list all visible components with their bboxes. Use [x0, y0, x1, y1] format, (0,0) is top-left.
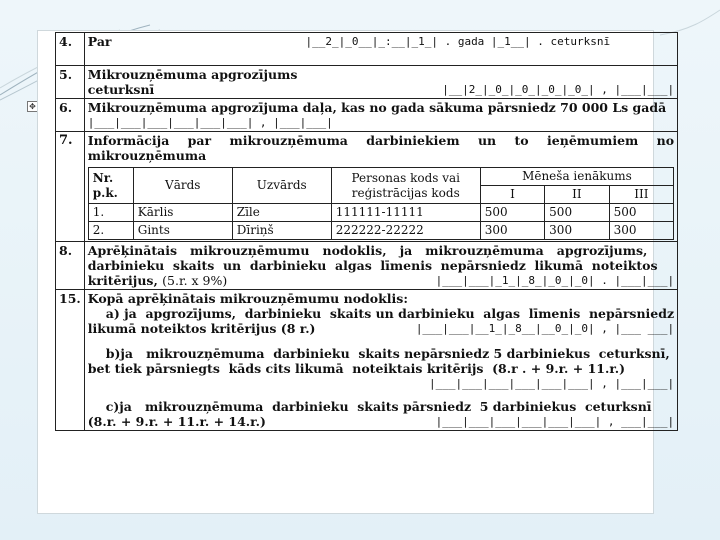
table-row — [88, 222, 673, 240]
form-document — [37, 30, 675, 514]
row-8-line-2: darbinieku skaits un darbinieku algas līmenis nepārsniedz likumā noteiktos — [87, 258, 658, 273]
row-7-content — [84, 132, 677, 242]
row-7-header-word: un — [477, 133, 497, 148]
employee-m3[interactable]: 300 — [609, 222, 674, 240]
row-4-field[interactable]: |__2_|_0__|_:__|_1_| . gada |_1__| . ceturksnī — [305, 35, 611, 48]
row-7-header-word: mikrouzņēmuma — [229, 133, 348, 148]
col-menesa-ienakums: Mēneša ienākums — [480, 168, 673, 186]
row-15-c-field[interactable]: |___|___|___|___|___|___| , ___|___| — [435, 415, 675, 428]
row-6-field[interactable]: |___|___|___|___|___|___| , |___|___| — [87, 116, 333, 129]
row-5-field[interactable]: |__|2_|_0_|_0_|_0_|_0_| , |___|___| — [442, 83, 675, 96]
row-4-label: Par — [87, 34, 112, 49]
col-month-1: I — [480, 186, 544, 204]
employee-nr: 1. — [88, 204, 133, 222]
row-6-number: 6. — [56, 99, 85, 132]
employee-m2[interactable]: 300 — [545, 222, 609, 240]
row-8-line-3: kritērijus, — [87, 273, 158, 288]
row-15-b-field[interactable]: |___|___|___|___|___|___| , |___|___| — [429, 377, 675, 390]
row-8-line-1: Aprēķinātais mikrouzņēmumu nodoklis, ja mikrouzņēmuma apgrozījums, — [87, 243, 648, 258]
row-7-header-word: to — [514, 133, 529, 148]
row-8-content — [84, 242, 677, 290]
employee-uzvards[interactable]: Zīle — [232, 204, 331, 222]
row-15-c-line-1: c)ja mikrouzņēmuma darbinieku skaits pārsniedz 5 darbiniekus ceturksnī — [105, 399, 652, 414]
table-move-handle-icon[interactable]: ✥ — [27, 101, 38, 112]
row-7-number: 7. — [56, 132, 85, 242]
employee-kods[interactable]: 222222-22222 — [331, 222, 480, 240]
employees-table — [88, 167, 674, 240]
row-7-header-word: ieņēmumiem — [547, 133, 639, 148]
employee-m1[interactable]: 500 — [480, 204, 544, 222]
col-vards: Vārds — [133, 168, 232, 204]
employee-m1[interactable]: 300 — [480, 222, 544, 240]
employee-m3[interactable]: 500 — [609, 204, 674, 222]
row-15-number: 15. — [56, 290, 85, 431]
row-4-content — [84, 33, 677, 66]
row-5 — [56, 66, 678, 99]
row-15-title: Kopā aprēķinātais mikrouzņēmumu nodoklis: — [87, 291, 408, 306]
row-7-header-2: mikrouzņēmuma — [87, 148, 207, 163]
row-7-header-word: Informācija — [87, 133, 170, 148]
employee-kods[interactable]: 111111-11111 — [331, 204, 480, 222]
row-15-b-line-2: bet tiek pārsniegts kāds cits likumā noteiktais kritērijs (8.r . + 9.r. + 11.r.) — [87, 361, 626, 376]
row-5-number: 5. — [56, 66, 85, 99]
col-uzvards: Uzvārds — [232, 168, 331, 204]
employees-header-row — [88, 168, 673, 186]
row-5-label: Mikrouzņēmuma apgrozījums — [87, 67, 298, 82]
employee-nr: 2. — [88, 222, 133, 240]
row-6-label: Mikrouzņēmuma apgrozījuma daļa, kas no gada sākuma pārsniedz 70 000 Ls gadā — [87, 100, 667, 115]
row-4-number: 4. — [56, 33, 85, 66]
row-15-a-line-1: a) ja apgrozījums, darbinieku skaits un darbinieku algas līmenis nepārsniedz — [105, 306, 675, 321]
row-8 — [56, 242, 678, 290]
col-personas-kods: Personas kods vai reģistrācijas kods — [331, 168, 480, 204]
employee-vards[interactable]: Kārlis — [133, 204, 232, 222]
row-7-header — [88, 133, 674, 148]
row-7-header-word: par — [187, 133, 212, 148]
col-month-3: III — [609, 186, 674, 204]
row-7-header-word: darbiniekiem — [366, 133, 460, 148]
row-8-field[interactable]: |___|___|_1_|_8_|_0_|_0| . |___|___| — [435, 274, 675, 287]
row-6 — [56, 99, 678, 132]
row-5-label-2: ceturksnī — [87, 82, 155, 97]
row-6-content — [84, 99, 677, 132]
employee-vards[interactable]: Gints — [133, 222, 232, 240]
col-month-2: II — [545, 186, 609, 204]
employee-m2[interactable]: 500 — [545, 204, 609, 222]
row-15 — [56, 290, 678, 431]
row-7-header-word: no — [656, 133, 675, 148]
col-nr: Nr. p.k. — [88, 168, 133, 204]
row-5-content — [84, 66, 677, 99]
row-8-number: 8. — [56, 242, 85, 290]
row-15-b-line-1: b)ja mikrouzņēmuma darbinieku skaits nepārsniedz 5 darbiniekus ceturksnī, — [105, 346, 670, 361]
row-15-content — [84, 290, 677, 431]
row-4 — [56, 33, 678, 66]
table-row — [88, 204, 673, 222]
row-15-a-line-2: likumā noteiktos kritērijus (8 r.) — [87, 321, 316, 336]
tax-form-table — [55, 32, 678, 431]
row-15-a-field[interactable]: |___|___|__1_|_8__|__0_|_0| , |___ ___| — [415, 322, 675, 335]
row-7 — [56, 132, 678, 242]
employee-uzvards[interactable]: Dīriņš — [232, 222, 331, 240]
row-15-c-line-2: (8.r. + 9.r. + 11.r. + 14.r.) — [87, 414, 266, 429]
row-8-formula: (5.r. x 9%) — [162, 273, 228, 288]
